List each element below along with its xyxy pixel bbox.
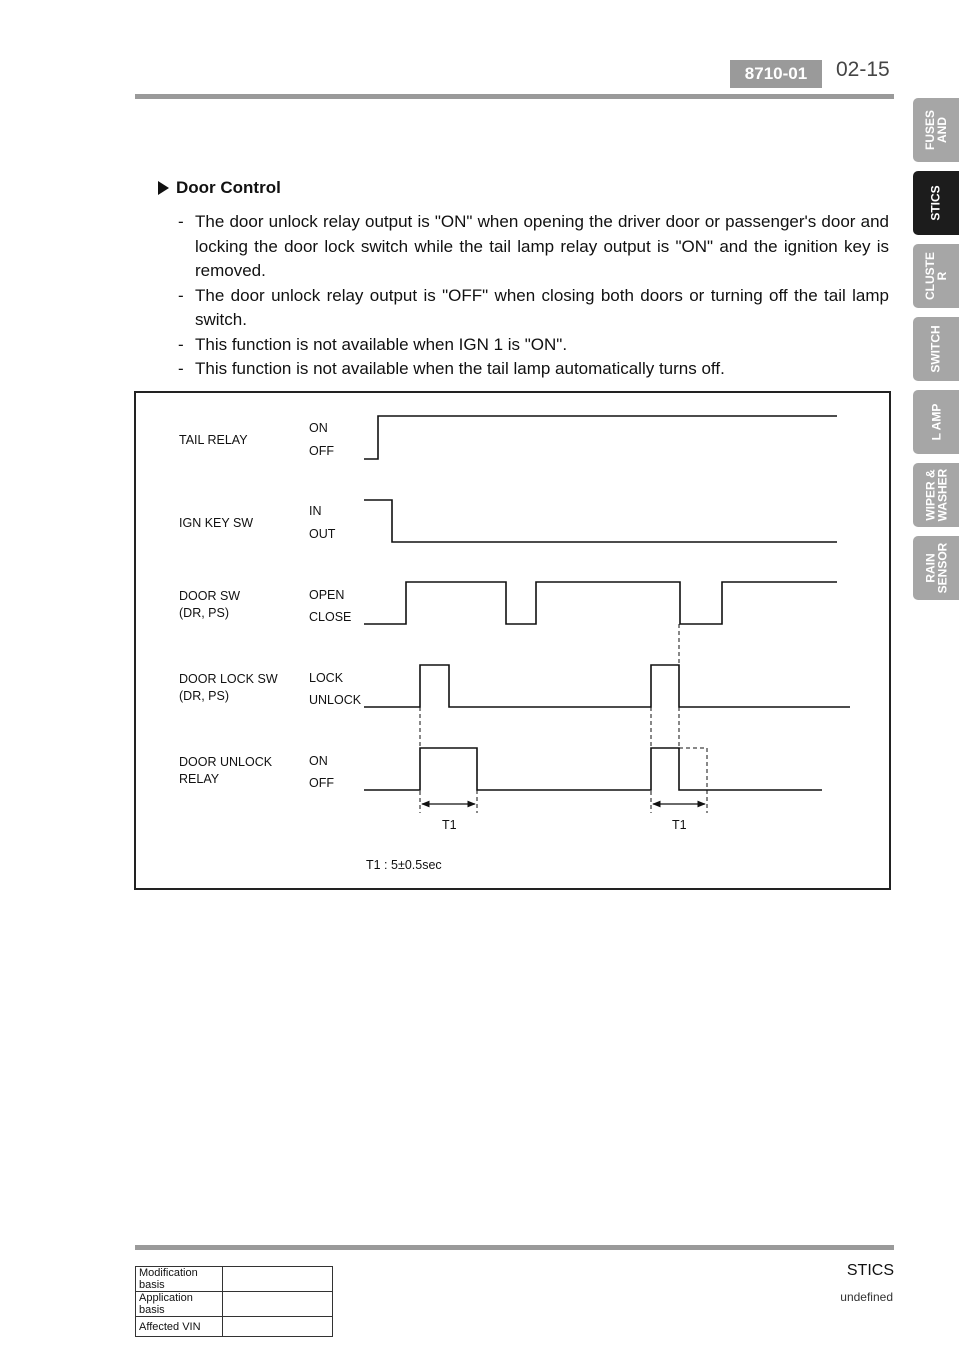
waveform-ign-key-sw bbox=[364, 500, 837, 542]
tab-label: WIPER & WASHER bbox=[923, 468, 950, 522]
waveform-tail-relay bbox=[364, 416, 837, 459]
signal-label-door-unlock-relay: DOOR UNLOCK bbox=[179, 755, 273, 769]
tab-wiper-washer[interactable] bbox=[913, 463, 959, 527]
state-label-low: OFF bbox=[309, 444, 334, 458]
list-item: - This function is not available when IGN 1 is "ON". bbox=[178, 334, 568, 354]
page-number: 02-15 bbox=[836, 58, 890, 81]
tab-label: RAIN SENSOR bbox=[923, 542, 949, 594]
triangle-bullet-icon bbox=[158, 181, 169, 195]
state-label-low: UNLOCK bbox=[309, 693, 362, 707]
timing-note: T1 : 5±0.5sec bbox=[366, 858, 442, 872]
waveform-door-sw bbox=[364, 582, 837, 624]
footer-chapter: STICS bbox=[846, 1262, 894, 1279]
table-cell-value bbox=[223, 1317, 333, 1337]
list-item: - The door unlock relay output is "ON" when opening the driver door or passenger's door and locking the door lock switch while the tail lamp relay output is "ON" and the ignition key is removed. bbox=[178, 212, 889, 280]
signal-label-door-lock-sw: DOOR LOCK SW bbox=[179, 672, 278, 686]
signal-label-door-lock-sw-sub: (DR, PS) bbox=[179, 689, 229, 703]
signal-label-ign-key-sw: IGN KEY SW bbox=[179, 516, 254, 530]
list-item: - This function is not available when the tail lamp automatically turns off. bbox=[178, 359, 725, 378]
tab-label: SWITCH bbox=[929, 325, 944, 373]
section-code-badge: 8710-01 bbox=[730, 60, 822, 88]
interval-label: T1 bbox=[672, 818, 687, 832]
signal-label-door-sw: DOOR SW bbox=[179, 589, 241, 603]
table-row bbox=[136, 1267, 333, 1292]
tab-label: STICS bbox=[929, 185, 943, 221]
state-label-high: ON bbox=[309, 754, 328, 768]
state-label-low: OFF bbox=[309, 776, 334, 790]
signal-label-door-unlock-relay-sub: RELAY bbox=[179, 772, 220, 786]
extended-pulse-outline bbox=[679, 748, 707, 813]
tab-label: L AMP bbox=[928, 403, 943, 441]
tab-label: CLUSTE R bbox=[923, 252, 949, 300]
tab-rain-sensor[interactable] bbox=[913, 536, 959, 600]
state-label-low: OUT bbox=[309, 527, 336, 541]
list-item: - The door unlock relay output is "OFF" when closing both doors or turning off the tail lamp switch. bbox=[178, 285, 889, 329]
waveform-door-lock-sw bbox=[364, 665, 850, 707]
table-cell-value bbox=[223, 1267, 333, 1292]
footer-subtitle: undefined bbox=[840, 1290, 893, 1304]
signal-label-door-sw-sub: (DR, PS) bbox=[179, 606, 229, 620]
bottom-divider bbox=[135, 1245, 894, 1250]
top-divider bbox=[135, 94, 894, 99]
tab-label: FUSES AND bbox=[922, 109, 949, 151]
tab-cluster[interactable] bbox=[913, 244, 959, 308]
timing-diagram bbox=[134, 391, 891, 890]
table-cell-value bbox=[223, 1292, 333, 1317]
interval-label: T1 bbox=[442, 818, 457, 832]
waveform-door-unlock-relay bbox=[364, 748, 822, 790]
state-label-high: OPEN bbox=[309, 588, 345, 602]
table-cell-label: Affected VIN bbox=[136, 1317, 223, 1337]
state-label-low: CLOSE bbox=[309, 610, 352, 624]
tab-fuses[interactable] bbox=[913, 98, 959, 162]
tab-stics[interactable] bbox=[913, 171, 959, 235]
tab-switch[interactable] bbox=[913, 317, 959, 381]
state-label-high: LOCK bbox=[309, 671, 344, 685]
description-list bbox=[176, 210, 889, 382]
table-row bbox=[136, 1292, 333, 1317]
table-cell-label: Modification basis bbox=[136, 1267, 223, 1292]
modification-table bbox=[135, 1266, 333, 1337]
tab-lamp[interactable] bbox=[913, 390, 959, 454]
signal-label-tail-relay: TAIL RELAY bbox=[179, 433, 248, 447]
section-title: Door Control bbox=[176, 178, 281, 197]
table-row bbox=[136, 1317, 333, 1337]
section-heading bbox=[158, 178, 281, 198]
table-cell-label: Application basis bbox=[136, 1292, 223, 1317]
state-label-high: IN bbox=[309, 504, 322, 518]
state-label-high: ON bbox=[309, 421, 328, 435]
